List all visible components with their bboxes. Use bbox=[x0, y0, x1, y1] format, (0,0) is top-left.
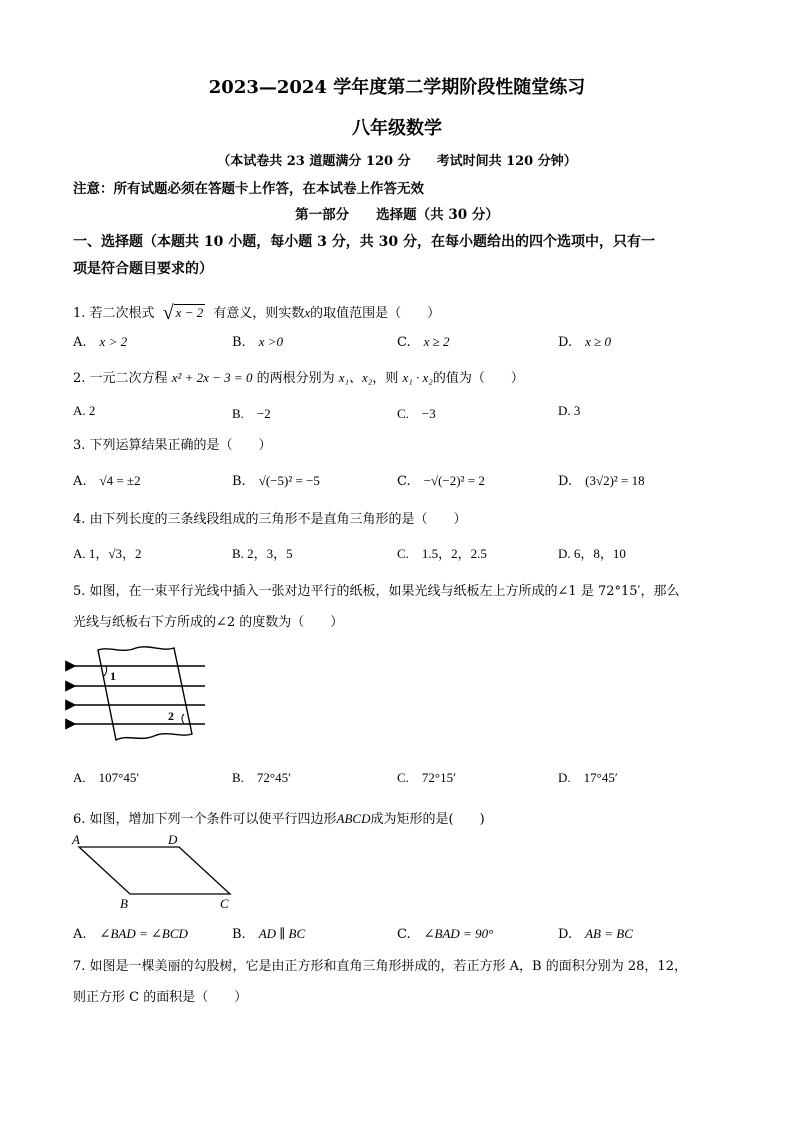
q6-option-b: B. AD ∥ BC bbox=[232, 926, 306, 942]
q1-option-a: A. x > 2 bbox=[73, 334, 128, 350]
angle-2-arc bbox=[182, 714, 184, 724]
q2-option-c: C. −3 bbox=[397, 406, 436, 421]
question-5-line1: 5. 如图，在一束平行光线中插入一张对边平行的纸板，如果光线与纸板左上方所成的∠1 是 72°15′，那么 bbox=[73, 584, 680, 599]
q1-option-d: D. x ≥ 0 bbox=[558, 334, 612, 350]
part-heading: 第一部分 选择题（共 30 分） bbox=[295, 207, 499, 223]
q6-shape: ABCD bbox=[336, 811, 371, 826]
q4-option-a: A. 1，√3，2 bbox=[73, 546, 142, 561]
vertex-c-label: C bbox=[220, 896, 229, 911]
q1-stem-a: 1. 若二次根式 bbox=[73, 306, 155, 321]
question-7-line2: 则正方形 C 的面积是（ ） bbox=[73, 990, 248, 1005]
question-5-line2: 光线与纸板右下方所成的∠2 的度数为（ ） bbox=[73, 615, 344, 630]
exam-title: 2023—2024 学年度第二学期阶段性随堂练习 bbox=[208, 77, 586, 98]
q1-stem-b: 有意义，则实数 bbox=[213, 306, 305, 321]
section-heading-line2: 项是符合题目要求的） bbox=[73, 261, 213, 277]
q4-option-b: B. 2，3，5 bbox=[232, 546, 293, 561]
q6-option-c: C. ∠BAD = 90° bbox=[397, 926, 494, 942]
exam-info: （本试卷共 23 道题满分 120 分 考试时间共 120 分钟） bbox=[217, 154, 577, 169]
q5-option-a: A. 107°45′ bbox=[73, 770, 140, 785]
exam-notice: 注意：所有试题必须在答题卡上作答，在本试卷上作答无效 bbox=[73, 181, 424, 197]
q1-option-b: B. x >0 bbox=[232, 334, 283, 350]
question-6: 6. 如图，增加下列一个条件可以使平行四边形ABCD成为矩形的是( ) bbox=[73, 811, 485, 827]
q1-radicand: x − 2 bbox=[175, 305, 204, 320]
q1-radical: √ x − 2 bbox=[162, 302, 204, 324]
section-heading-line1: 一、选择题（本题共 10 小题，每小题 3 分，共 30 分，在每小题给出的四个选项中，只有一 bbox=[73, 234, 655, 250]
vertex-a-label: A bbox=[72, 832, 80, 847]
q3-option-a: A. √4 = ±2 bbox=[73, 473, 141, 489]
q1-stem-c: 的取值范围是（ ） bbox=[310, 306, 441, 321]
cardboard bbox=[98, 647, 192, 740]
angle-2-label: 2 bbox=[168, 709, 174, 723]
angle-1-arc bbox=[104, 666, 107, 676]
question-2: 2. 一元二次方程 x² + 2x − 3 = 0 的两根分别为 x₁、x₂，则 x₁ · x₂的值为（ ） bbox=[73, 370, 524, 386]
q6-option-d: D. AB = BC bbox=[558, 926, 633, 942]
parallelogram-figure bbox=[70, 832, 240, 912]
q2-option-d: D. 3 bbox=[558, 403, 581, 418]
q5-option-c: C. 72°15′ bbox=[397, 770, 456, 785]
question-4: 4. 由下列长度的三条线段组成的三角形不是直角三角形的是（ ） bbox=[73, 512, 467, 527]
q2-equation: x² + 2x − 3 = 0 bbox=[171, 370, 253, 385]
q5-option-b: B. 72°45′ bbox=[232, 770, 291, 785]
q5-option-d: D. 17°45′ bbox=[558, 770, 618, 785]
q2-roots: x₁、x₂ bbox=[338, 370, 373, 385]
q1-option-c: C. x ≥ 2 bbox=[397, 334, 450, 350]
q4-option-c: C. 1.5，2，2.5 bbox=[397, 546, 487, 561]
q2-option-b: B. −2 bbox=[232, 406, 271, 421]
light-rays-figure bbox=[70, 642, 220, 752]
question-1 bbox=[73, 300, 440, 323]
q3-option-d: D. (3√2)² = 18 bbox=[558, 473, 645, 489]
q2-option-a: A. 2 bbox=[73, 403, 96, 418]
vertex-b-label: B bbox=[120, 896, 128, 911]
vertex-d-label: D bbox=[168, 832, 178, 847]
q3-option-c: C. −√(−2)² = 2 bbox=[397, 473, 485, 489]
exam-subject: 八年级数学 bbox=[352, 118, 442, 139]
q4-option-d: D. 6，8，10 bbox=[558, 546, 626, 561]
q6-option-a: A. ∠BAD = ∠BCD bbox=[73, 926, 188, 942]
question-7-line1: 7. 如图是一棵美丽的勾股树，它是由正方形和直角三角形拼成的，若正方形 A，B 的面积分别为 28，12， bbox=[73, 959, 687, 974]
angle-1-label: 1 bbox=[110, 669, 116, 683]
q3-option-b: B. √(−5)² = −5 bbox=[232, 473, 320, 489]
q2-product: x₁ · x₂ bbox=[402, 370, 433, 385]
question-3: 3. 下列运算结果正确的是（ ） bbox=[73, 438, 272, 453]
parallelogram-abcd bbox=[79, 847, 230, 894]
q1-var: x bbox=[304, 305, 311, 320]
